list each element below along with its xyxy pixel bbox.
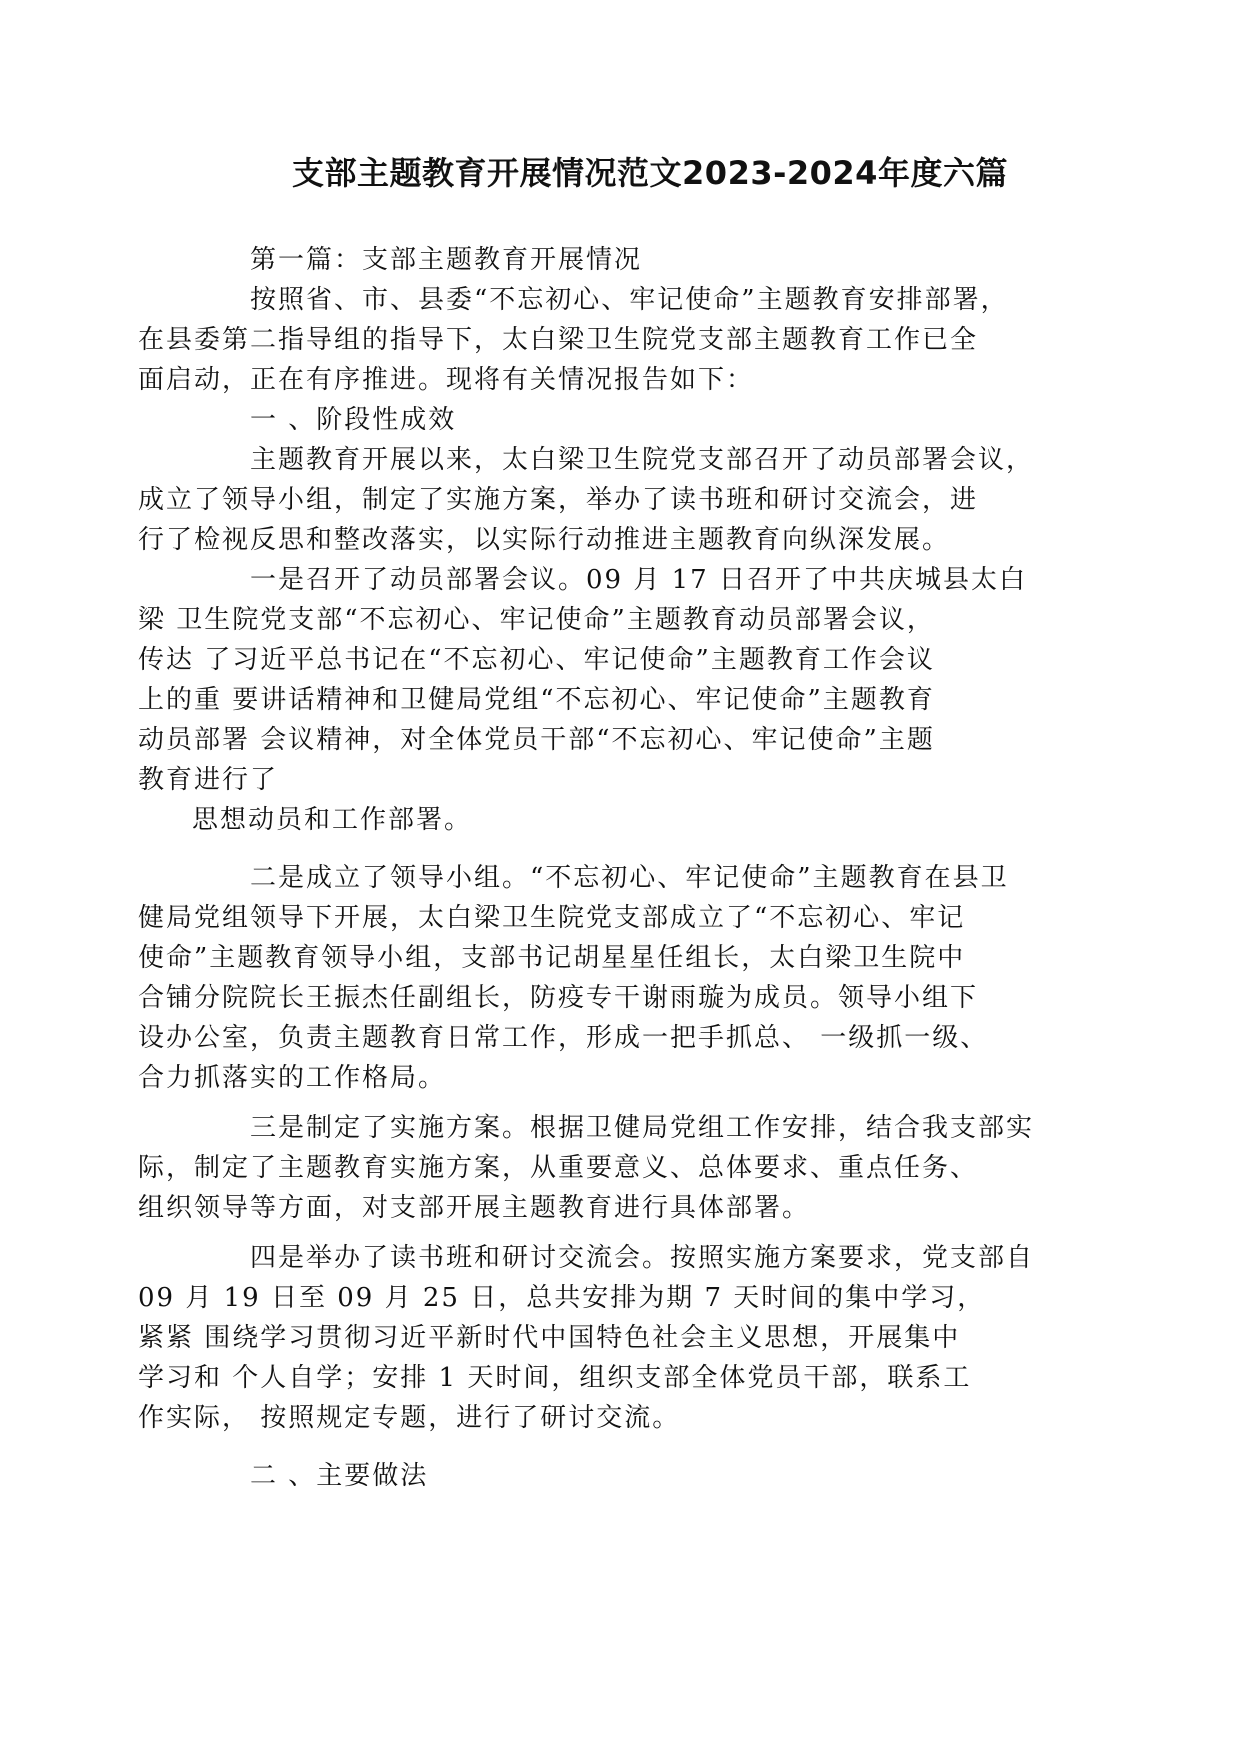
paragraph-line: 动员部署 会议精神，对全体党员干部“不忘初心、牢记使命”主题 [138, 725, 935, 755]
paragraph-line: 四是举办了读书班和研讨交流会。按照实施方案要求，党支部自 [250, 1243, 1035, 1273]
part-heading-text: 第一篇：支部主题教育开展情况 [250, 245, 643, 275]
section-heading-1 [194, 400, 1054, 440]
paragraph-study [138, 1238, 1054, 1438]
part-heading [194, 240, 1054, 280]
paragraph-line: 组织领导等方面，对支部开展主题教育进行具体部署。 [138, 1193, 811, 1223]
section-heading-2 [194, 1456, 1054, 1496]
paragraph-line: 三是制定了实施方案。根据卫健局党组工作安排，结合我支部实 [250, 1113, 1035, 1143]
paragraph-line: 使命”主题教育领导小组，支部书记胡星星任组长，太白梁卫生院中 [138, 943, 966, 973]
paragraph-line: 合力抓落实的工作格局。 [138, 1063, 447, 1093]
section-heading-text: 一 、阶段性成效 [250, 405, 457, 435]
paragraph-line: 紧紧 围绕学习贯彻习近平新时代中国特色社会主义思想，开展集中 [138, 1323, 961, 1353]
paragraph-mobilization [138, 560, 1054, 800]
paragraph-line: 一是召开了动员部署会议。09 月 17 日召开了中共庆城县太白 [250, 565, 1027, 595]
paragraph-line: 合铺分院院长王振杰任副组长，防疫专干谢雨璇为成员。领导小组下 [138, 983, 979, 1013]
paragraph-line: 作实际， 按照规定专题，进行了研讨交流。 [138, 1403, 681, 1433]
paragraph-line: 学习和 个人自学；安排 1 天时间，组织支部全体党员干部，联系工 [138, 1363, 972, 1393]
intro-line: 按照省、市、县委“不忘初心、牢记使命”主题教育安排部署， [250, 285, 1009, 315]
paragraph-leadership [138, 858, 1054, 1098]
document-body [138, 240, 1054, 1496]
paragraph-line: 教育进行了 [138, 765, 279, 795]
intro-line: 在县委第二指导组的指导下，太白梁卫生院党支部主题教育工作已全 [138, 325, 979, 355]
paragraph-line: 梁 卫生院党支部“不忘初心、牢记使命”主题教育动员部署会议， [138, 605, 935, 635]
paragraph-line: 09 月 19 日至 09 月 25 日，总共安排为期 7 天时间的集中学习， [138, 1283, 986, 1313]
paragraph-line: 思想动员和工作部署。 [192, 805, 473, 835]
paragraph-line: 行了检视反思和整改落实，以实际行动推进主题教育向纵深发展。 [138, 525, 951, 555]
paragraph-line: 设办公室，负责主题教育日常工作，形成一把手抓总、 一级抓一级、 [138, 1023, 989, 1053]
intro-line: 面启动，正在有序推进。现将有关情况报告如下： [138, 365, 755, 395]
paragraph-achievements [138, 440, 1054, 560]
document-title: 支部主题教育开展情况范文2023-2024年度六篇 [292, 154, 1008, 192]
paragraph-line: 传达 了习近平总书记在“不忘初心、牢记使命”主题教育工作会议 [138, 645, 935, 675]
paragraph-line: 上的重 要讲话精神和卫健局党组“不忘初心、牢记使命”主题教育 [138, 685, 935, 715]
paragraph-line: 二是成立了领导小组。“不忘初心、牢记使命”主题教育在县卫 [250, 863, 1009, 893]
paragraph-line: 主题教育开展以来，太白梁卫生院党支部召开了动员部署会议， [250, 445, 1035, 475]
paragraph-plan [138, 1108, 1054, 1228]
section-heading-text: 二 、主要做法 [250, 1461, 429, 1491]
paragraph-line: 成立了领导小组，制定了实施方案，举办了读书班和研讨交流会，进 [138, 485, 979, 515]
paragraph-line: 健局党组领导下开展，太白梁卫生院党支部成立了“不忘初心、牢记 [138, 903, 966, 933]
intro-paragraph [138, 280, 1054, 400]
paragraph-mobilization-tail [192, 800, 1054, 840]
paragraph-line: 际，制定了主题教育实施方案，从重要意义、总体要求、重点任务、 [138, 1153, 979, 1183]
